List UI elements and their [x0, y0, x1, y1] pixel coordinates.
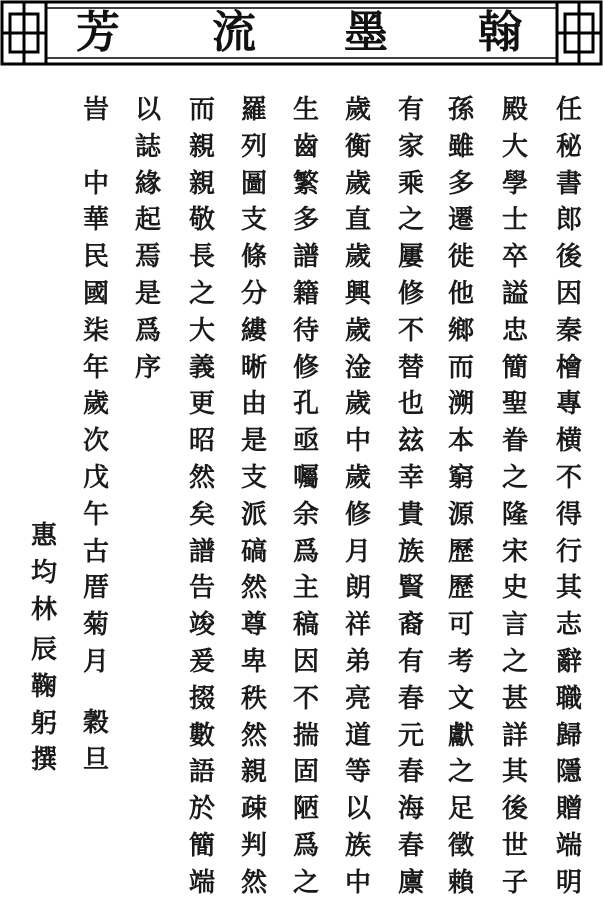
text-column-3: 孫 雖 多 遷 徙 他 鄉 而 溯 本 窮 源 歷 歷 可 考 文 獻 之 足 徵 賴	[447, 95, 474, 898]
title-char-2: 墨	[344, 7, 388, 58]
left-lattice-ornament	[2, 2, 46, 64]
title-char-1: 翰	[478, 7, 522, 58]
title-char-4: 芳	[76, 7, 120, 58]
text-column-1: 任 秘 書 郎 後 因 秦 檜 專 横 不 得 行 其 志 辭 職 歸 隱 贈 端 明	[555, 95, 582, 898]
page-header	[0, 0, 603, 70]
author-name: 惠 均 林	[30, 521, 57, 625]
title-char-3: 流	[212, 7, 256, 58]
text-column-5: 歲 衡 歲 直 歲 興 歲 淦 歲 中 歲 修 月 朗 祥 弟 亮 道 等 以 族 中	[344, 95, 371, 898]
text-column-2: 殿 大 學 士 卒 謚 忠 簡 聖 眷 之 隆 宋 史 言 之 甚 詳 其 後 世 子	[501, 95, 528, 898]
author-signature: 辰 鞠 躬 撰	[30, 635, 57, 776]
text-column-7: 羅 列 圖 支 條 分 縷 晰 由 是 支 派 碻 然 尊 卑 秩 然 親 疎 判 然	[240, 95, 267, 898]
date-line: 旹 中 華 民 國 柒 年 歲 次 戊 午 古 厝 菊 月	[82, 95, 109, 677]
text-column-4: 有 家 乘 之 屢 修 不 替 也 玆 幸 貴 族 賢 裔 有 春 元 春 海 春 廪	[397, 95, 424, 898]
text-column-9: 以 誌 緣 起 焉 是 爲 序	[134, 95, 161, 383]
right-lattice-ornament	[557, 2, 601, 64]
text-column-8: 而 親 親 敬 長 之 大 義 更 昭 然 矣 譜 告 竣 爰 掇 數 語 於 簡 端	[188, 95, 215, 898]
date-suffix: 穀 旦	[82, 708, 109, 775]
text-column-6: 生 齒 繁 多 譜 籍 待 修 孔 亟 囑 余 爲 主 稿 因 不 揣 固 陋 爲 之	[292, 95, 319, 898]
